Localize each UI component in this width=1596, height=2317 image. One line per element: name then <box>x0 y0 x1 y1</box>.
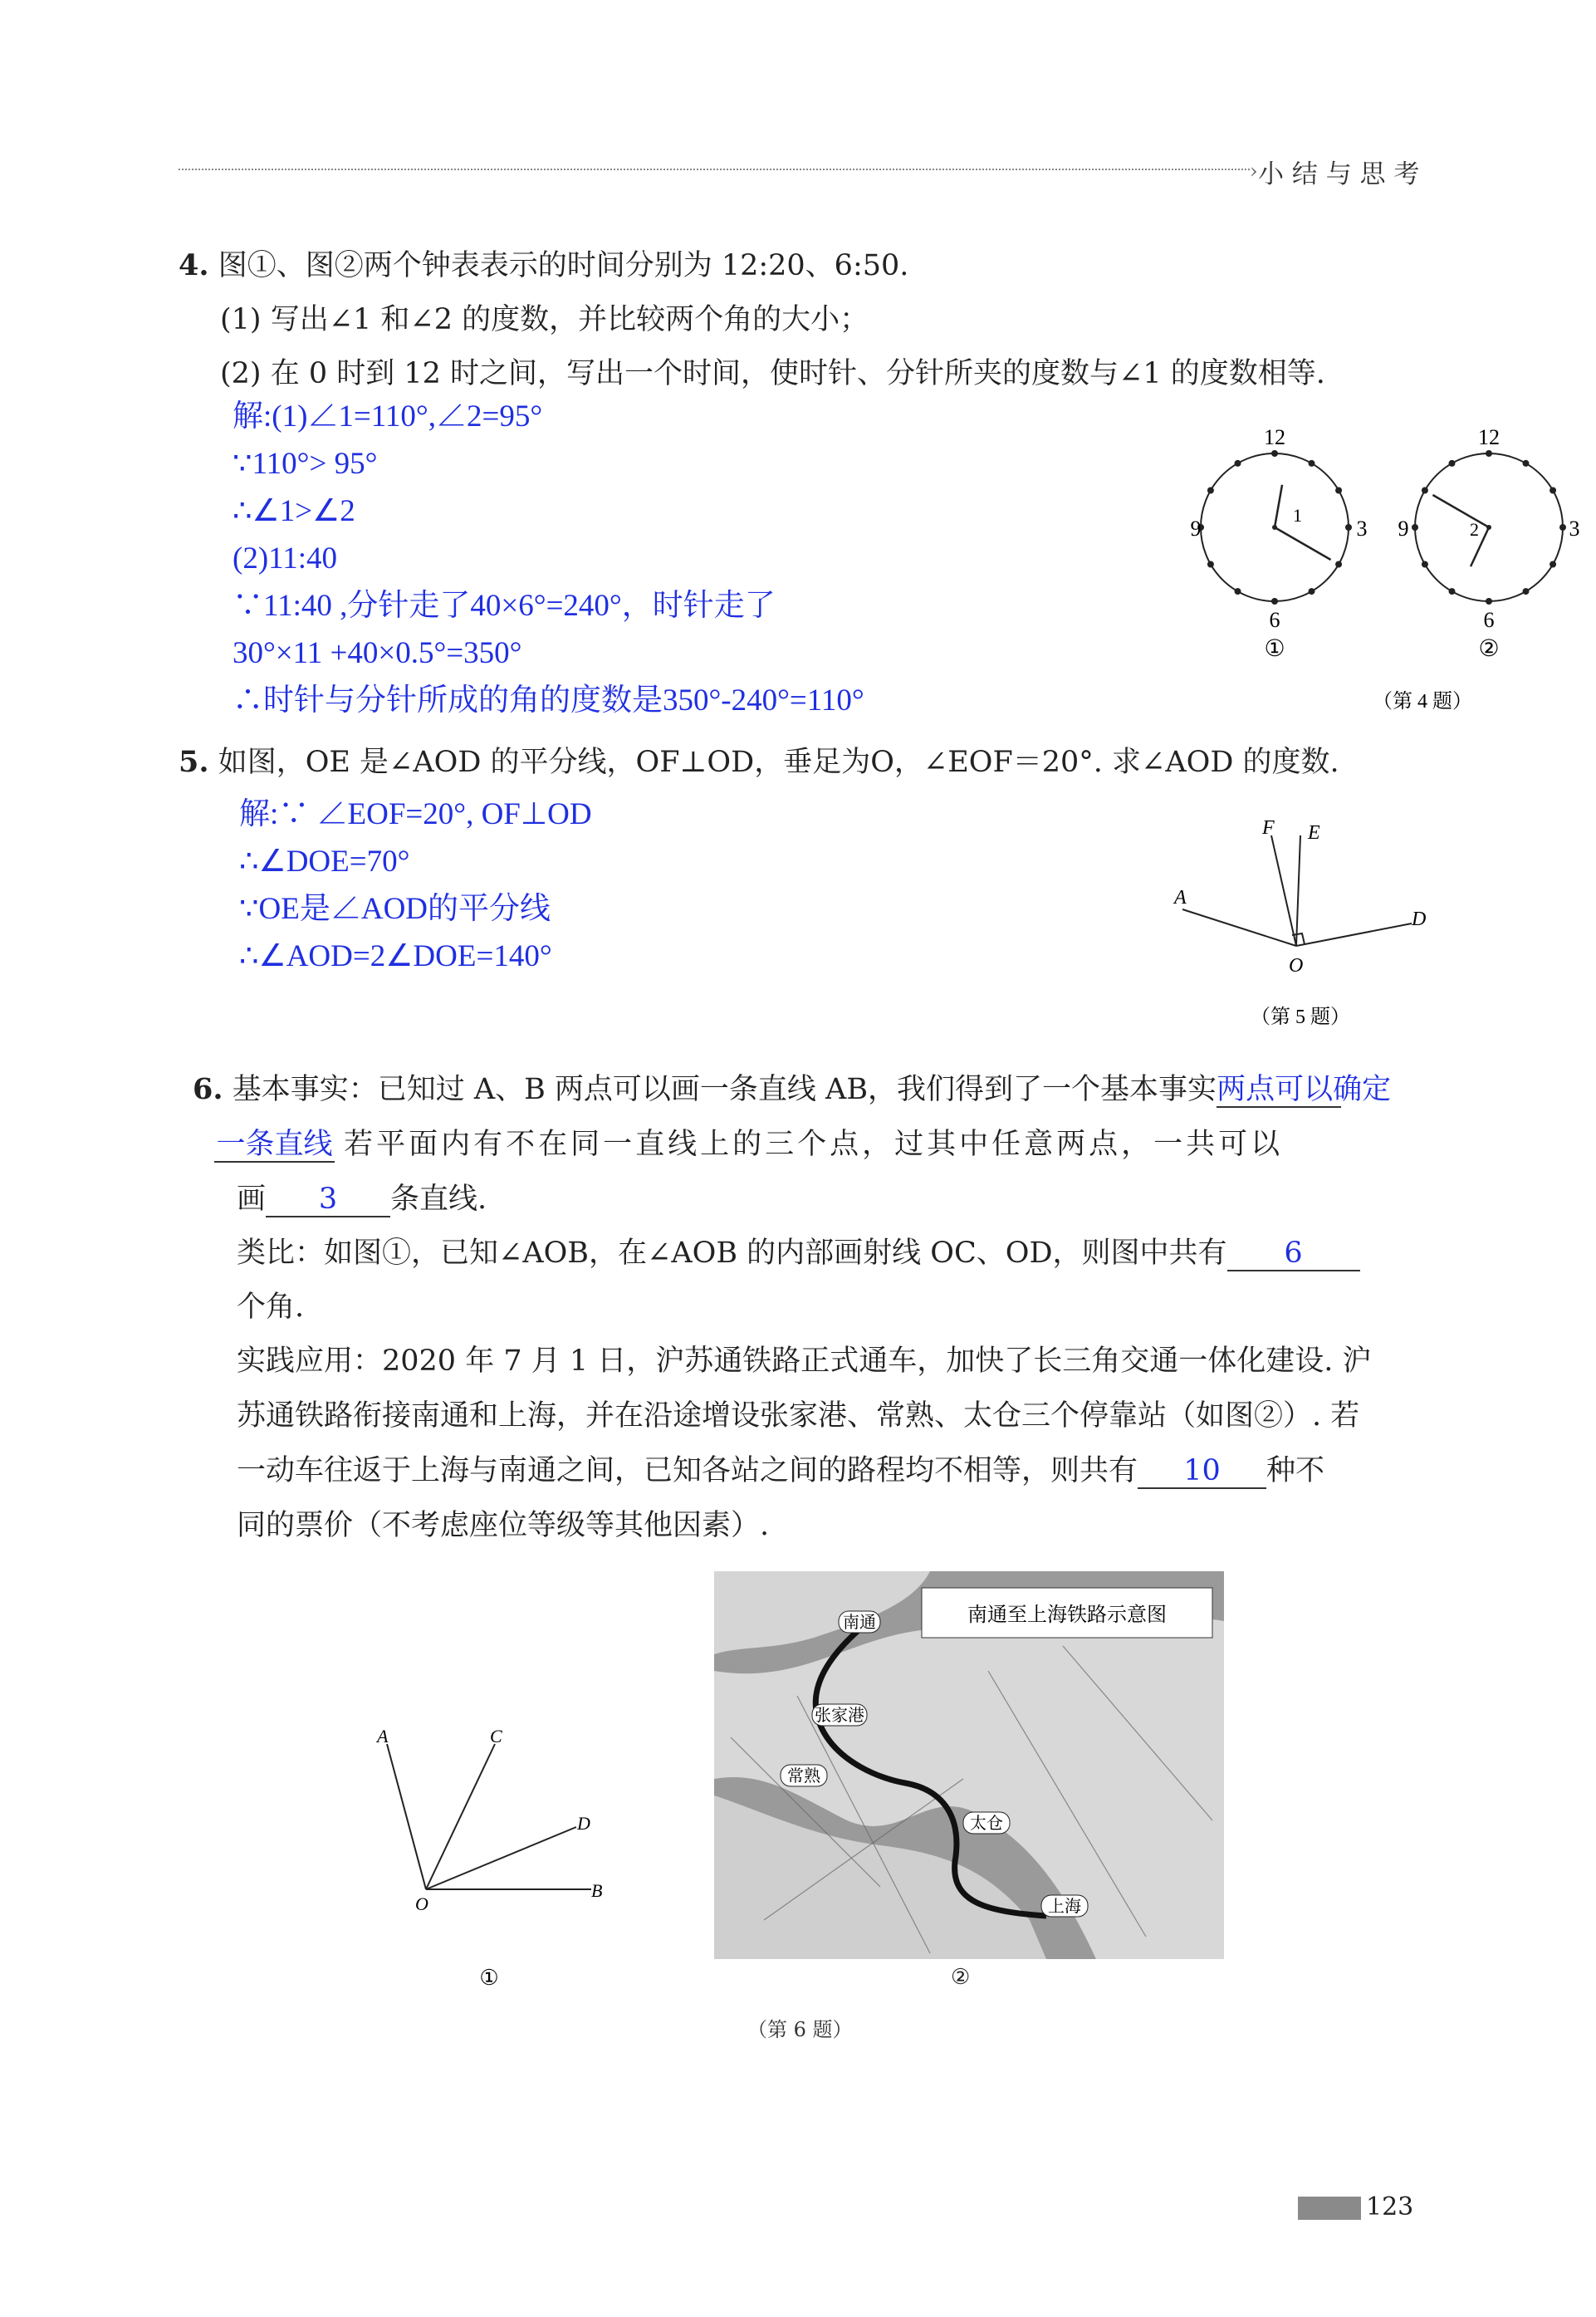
q6-text-3a: 画 <box>237 1183 267 1216</box>
answer-blank-1b: 一条直线 <box>214 1128 335 1163</box>
ray-OC <box>426 1744 495 1889</box>
q6-line8 <box>237 1452 1324 1489</box>
map-title: 南通至上海铁路示意图 <box>967 1604 1167 1626</box>
q6-text-3b: 条直线. <box>390 1183 487 1216</box>
clock2-3: 3 <box>1569 517 1580 541</box>
q6-line1 <box>193 1071 1392 1108</box>
q6-caption: （第 6 题） <box>747 2018 853 2041</box>
clock1-tick <box>1345 524 1352 531</box>
answer-blank-4: 10 <box>1138 1454 1266 1489</box>
clock2-tick <box>1523 460 1530 467</box>
clock1-minute-hand <box>1275 527 1331 560</box>
station-zhangjiagang: 张家港 <box>815 1707 864 1725</box>
page-number: 123 <box>1366 2192 1414 2221</box>
q5-figure <box>1154 814 1445 1030</box>
q5-caption: （第 5 题） <box>1251 1007 1350 1028</box>
q6-text-2: 若平面内有不在同一直线上的三个点，过其中任意两点，一共可以 <box>344 1128 1284 1161</box>
q6-line5: 个角. <box>237 1291 305 1324</box>
figure-2-label: ② <box>951 1965 971 1990</box>
clock2-center <box>1486 525 1491 530</box>
arrow-icon: › <box>1250 159 1258 183</box>
clock2-tick <box>1486 598 1492 605</box>
clock1-tick <box>1335 487 1342 494</box>
clock1-9: 9 <box>1190 517 1202 541</box>
answer-blank-3: 6 <box>1227 1237 1360 1271</box>
clock2-12: 12 <box>1478 425 1500 449</box>
q4-caption: （第 4 题） <box>1373 691 1472 713</box>
q5-stem <box>179 744 1339 781</box>
q5-answer-1: 解:∵ ∠EOF=20°, OF⊥OD <box>239 797 592 831</box>
q4-answer-1: 解:(1)∠1=110°,∠2=95° <box>233 399 543 434</box>
answer-blank-1a: 两点可以确定 <box>1217 1073 1392 1106</box>
clock2-tick <box>1449 460 1456 467</box>
clock1-tick <box>1207 487 1214 494</box>
station-changshu: 常熟 <box>787 1767 820 1786</box>
clock2-tick <box>1486 450 1492 457</box>
ray-OE <box>1296 835 1300 946</box>
q5-answer-2: ∴∠DOE=70° <box>239 845 410 879</box>
ray-OD <box>426 1827 576 1889</box>
q4-answer-6: 30°×11 +40×0.5°=350° <box>233 636 522 670</box>
station-shanghai: 上海 <box>1048 1898 1081 1916</box>
q6-line6: 实践应用：2020 年 7 月 1 日，沪苏通铁路正式通车，加快了长三角交通一体化建设. 沪 <box>237 1345 1372 1378</box>
clock1-tick <box>1235 460 1241 467</box>
clock1-tick <box>1309 460 1315 467</box>
clock1-label: ① <box>1264 636 1285 662</box>
clock1-tick <box>1271 450 1278 457</box>
clock1-tick <box>1271 598 1278 605</box>
clock2-6: 6 <box>1483 608 1495 632</box>
station-taicang: 太仓 <box>970 1815 1003 1833</box>
clock2-tick <box>1422 487 1428 494</box>
q6-line9: 同的票价（不考虑座位等级等其他因素）. <box>237 1509 770 1542</box>
q6-figure-1 <box>357 1711 623 1993</box>
clock2-tick <box>1559 524 1566 531</box>
q4-number: 4. <box>179 248 209 282</box>
clock2-9: 9 <box>1398 517 1409 541</box>
section-title: 小 结 与 思 考 <box>1258 159 1420 189</box>
q5-answer-4: ∴∠AOD=2∠DOE=140° <box>239 939 552 973</box>
ray-OA <box>387 1744 426 1889</box>
clock1-center <box>1272 525 1277 530</box>
label-D: D <box>577 1813 590 1834</box>
clock2-tick <box>1549 487 1556 494</box>
clock1-tick <box>1207 561 1214 568</box>
figure-1-label: ① <box>479 1966 499 1990</box>
q5-number: 5. <box>179 745 209 779</box>
clock2-tick <box>1412 524 1418 531</box>
label-D: D <box>1412 909 1427 930</box>
label-O: O <box>415 1893 428 1914</box>
q6-text-8: 一动车往返于上海与南通之间，已知各站之间的路程均不相等，则共有 <box>237 1454 1138 1487</box>
clock1-hour-hand <box>1275 485 1282 527</box>
label-E: E <box>1308 822 1320 844</box>
clock2-tick <box>1422 561 1428 568</box>
q6-line2 <box>214 1126 1283 1163</box>
q4-answer-4: (2)11:40 <box>233 541 338 576</box>
q4-stem-text: 图①、图②两个钟表表示的时间分别为 12:20、6:50. <box>218 249 909 282</box>
clock1-tick <box>1335 561 1342 568</box>
ray-OD <box>1296 923 1412 946</box>
clock2-label: ② <box>1478 636 1500 662</box>
clock1-3: 3 <box>1356 517 1368 541</box>
q6-text-4: 类比：如图①，已知∠AOB，在∠AOB 的内部画射线 OC、OD，则图中共有 <box>237 1237 1227 1270</box>
answer-blank-2: 3 <box>266 1183 390 1217</box>
page-number-bar <box>1298 2197 1361 2220</box>
q4-answer-3: ∴∠1>∠2 <box>233 494 355 528</box>
q6-line7: 苏通铁路衔接南通和上海，并在沿途增设张家港、常熟、太仓三个停靠站（如图②）. 若 <box>237 1399 1360 1433</box>
q4-stem <box>179 247 908 284</box>
q5-answer-3: ∵OE是∠AOD的平分线 <box>239 892 551 926</box>
q6-number: 6. <box>193 1072 223 1106</box>
clock1-tick <box>1235 588 1241 595</box>
clock2-minute-hand <box>1432 495 1489 527</box>
clock1-6: 6 <box>1269 608 1280 632</box>
label-B: B <box>591 1880 603 1901</box>
ray-OF <box>1271 835 1296 946</box>
label-F: F <box>1262 817 1275 839</box>
q4-clocks-figure <box>996 415 1580 723</box>
clock1-12: 12 <box>1264 425 1285 449</box>
q6-line3 <box>237 1181 487 1217</box>
q6-line4 <box>237 1235 1360 1271</box>
label-C: C <box>490 1726 502 1746</box>
clock1-tick <box>1309 588 1315 595</box>
q4-part1: (1) 写出∠1 和∠2 的度数，并比较两个角的大小； <box>220 303 869 336</box>
angle1-label: 1 <box>1293 505 1302 526</box>
q4-part2: (2) 在 0 时到 12 时之间，写出一个时间，使时针、分针所夹的度数与∠1 的度数相等. <box>220 357 1325 390</box>
q4-answer-5: ∵11:40 ,分针走了40×6°=240°，时针走了 <box>233 589 776 623</box>
header-rule <box>179 169 1250 170</box>
railway-map <box>714 1571 1224 1959</box>
label-A: A <box>1174 887 1187 909</box>
ray-OA <box>1182 909 1296 946</box>
q6-text-8b: 种不 <box>1266 1454 1325 1487</box>
station-nantong: 南通 <box>843 1614 876 1632</box>
clock2-tick <box>1523 588 1530 595</box>
q6-text-1: 基本事实：已知过 A、B 两点可以画一条直线 AB，我们得到了一个基本事实 <box>232 1073 1217 1106</box>
clock2-tick <box>1449 588 1456 595</box>
angle2-label: 2 <box>1470 519 1479 540</box>
label-O: O <box>1289 955 1304 977</box>
q5-stem-text: 如图，OE 是∠AOD 的平分线，OF⊥OD，垂足为O，∠EOF＝20°. 求∠AOD 的度数. <box>218 746 1339 779</box>
q4-answer-7: ∴时针与分针所成的角的度数是350°-240°=110° <box>233 683 864 718</box>
q4-answer-2: ∵110°> 95° <box>233 447 378 481</box>
label-A: A <box>377 1726 389 1746</box>
clock2-tick <box>1549 561 1556 568</box>
